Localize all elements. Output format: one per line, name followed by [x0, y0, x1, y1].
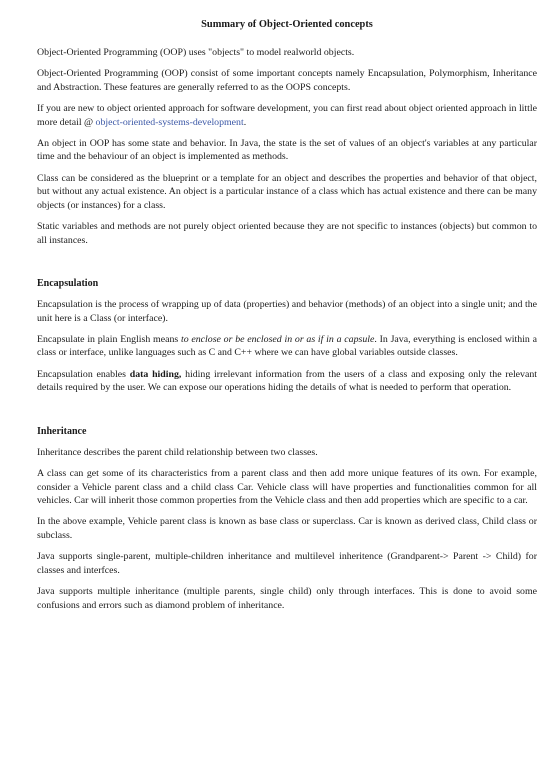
encapsulation-paragraph-3-text: Encapsulation enables [37, 368, 130, 380]
inheritance-paragraph-2: A class can get some of its characteristics from a parent class and then add more unique features of its own. For example, consider a Vehicle parent class and a child class Car. Vehicle class will have properties and functionalities common for all vehicles. Car will inherit those common properties from the Vehicle class and then add properties which are specific to a car. [37, 468, 537, 507]
intro-paragraph-6: Static variables and methods are not purely object oriented because they are not specific to instances (objects) but common to all instances. [37, 220, 537, 246]
encapsulation-paragraph-2 [37, 333, 537, 360]
intro-paragraph-3-end: . [243, 116, 247, 128]
intro-paragraph-4: An object in OOP has some state and behavior. In Java, the state is the set of values of an object's variables at any particular time and the behaviour of an object is implemented as methods. [37, 137, 537, 163]
encapsulation-paragraph-3 [37, 368, 537, 395]
capsule-definition: to enclose or be enclosed in or as if in a capsule [180, 333, 375, 345]
encapsulation-paragraph-3-rest: hiding irrelevant information from the users of a class and exposing only the relevant details required by the user. We can expose our operations hiding the details of what is needed to perform that operation. [37, 368, 537, 394]
inheritance-paragraph-5: Java supports multiple inheritance (multiple parents, single child) only through interfaces. This is done to avoid some confusions and errors such as diamond problem of inheritance. [37, 585, 537, 611]
inheritance-heading: Inheritance [37, 425, 87, 437]
inheritance-paragraph-4: Java supports single-parent, multiple-children inheritance and multilevel inheritence (Grandparent-> Parent -> Child) for classes and interfces. [37, 551, 537, 576]
inheritance-paragraph-3: In the above example, Vehicle parent class is known as base class or superclass. Car is known as derived class, Child class or subclass. [37, 516, 537, 541]
encapsulation-paragraph-1: Encapsulation is the process of wrapping up of data (properties) and behavior (methods) of an object into a single unit; and the unit here is a Class (or interface). [37, 299, 537, 324]
encapsulation-paragraph-2-text: Encapsulate in plain English means [37, 333, 181, 345]
inheritance-paragraph-1: Inheritance describes the parent child relationship between two classes. [37, 446, 318, 458]
intro-paragraph-5: Class can be considered as the blueprint or a template for an object and describes the properties and behavior of that object, but without any actual existence. An object is a particular instance of a class which has actual existence and there can be many objects (or instances) for a class. [37, 172, 537, 211]
intro-paragraph-1: Object-Oriented Programming (OOP) uses "objects" to model realworld objects. [37, 47, 355, 58]
intro-paragraph-2: Object-Oriented Programming (OOP) consist of some important concepts namely Encapsulation, Polymorphism, Inheritance and Abstraction. These features are generally referred to as the OOPS concepts. [37, 68, 537, 93]
intro-paragraph-3-text: If you are new to object oriented approach for software development, you can first read about object oriented approach in little more detail @ [37, 102, 537, 128]
intro-paragraph-3 [37, 102, 537, 129]
encapsulation-paragraph-2-rest: . In Java, everything is enclosed within a class or interface, unlike languages such as C and C++ where we can have global variables outside classes. [37, 333, 537, 359]
oosd-link[interactable]: object-oriented-systems-development [95, 116, 244, 128]
encapsulation-heading: Encapsulation [37, 278, 99, 290]
page-title: Summary of Object-Oriented concepts [201, 19, 373, 30]
data-hiding-term: data hiding, [129, 368, 182, 380]
